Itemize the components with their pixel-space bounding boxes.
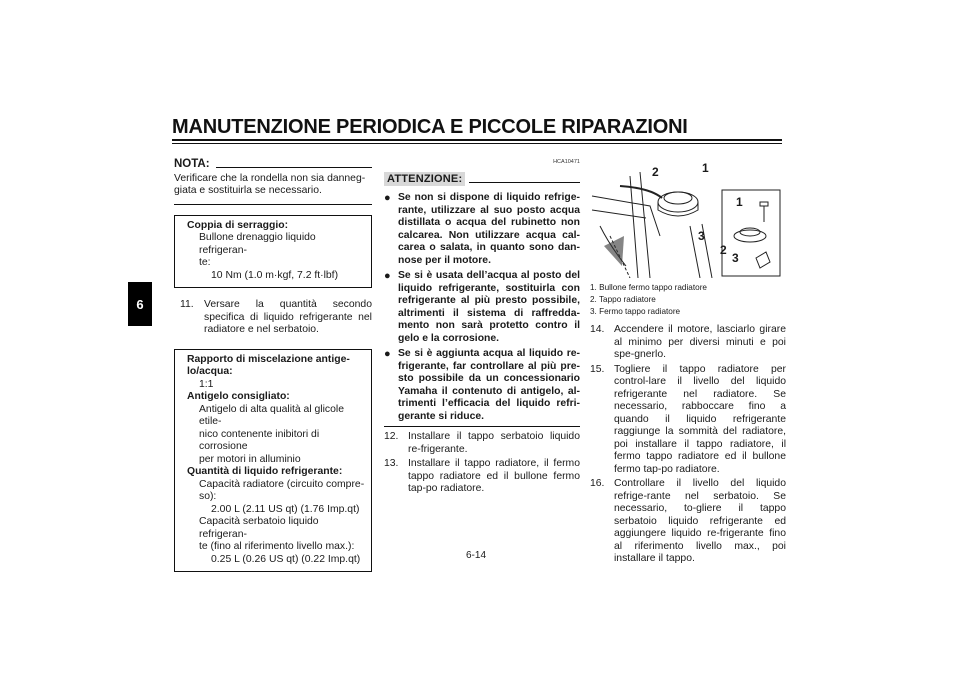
bullet-icon: ● bbox=[384, 348, 391, 360]
step-text: Togliere il tappo radiatore per control-lare il livello del liquido refrigerante nel radiatore. Se necessario, rabboccare fino a quando il liquido refrigerante raggiunge la sommità del radiatore, poi installare il tappo radiatore, il fermo tappo radiatore ed il bullone fermo tap-po radiatore. bbox=[614, 363, 786, 475]
column-left bbox=[174, 156, 372, 572]
torque-spec-box bbox=[174, 215, 372, 289]
mix-spec-box bbox=[174, 349, 372, 573]
column-middle bbox=[384, 156, 580, 496]
header-rule-thin bbox=[172, 143, 782, 144]
attention-label: ATTENZIONE: bbox=[384, 172, 465, 187]
quantity-label: Quantità di liquido refrigerante: bbox=[187, 466, 343, 477]
page-title: MANUTENZIONE PERIODICA E PICCOLE RIPARAZIONI bbox=[172, 116, 688, 138]
step-number: 13. bbox=[384, 458, 399, 469]
column-right bbox=[590, 161, 786, 566]
header-rule bbox=[172, 139, 782, 141]
tank-capacity-line: te (fino al riferimento livello max.): bbox=[199, 541, 355, 552]
step-text: Installare il tappo serbatoio liquido re-frigerante. bbox=[408, 431, 580, 455]
antifreeze-line: Antigelo di alta qualità al glicole etile- bbox=[199, 403, 344, 427]
torque-line: te: bbox=[199, 257, 211, 268]
figure-label: 1 bbox=[736, 195, 743, 209]
attention-end-rule bbox=[384, 426, 580, 427]
steps-right bbox=[590, 324, 786, 566]
step-number: 15. bbox=[590, 363, 605, 375]
figure-caption: 3. Fermo tappo radiatore bbox=[590, 307, 681, 316]
tank-capacity-line: Capacità serbatoio liquido refrigeran- bbox=[199, 516, 319, 540]
torque-label: Coppia di serraggio: bbox=[187, 219, 289, 231]
antifreeze-label: Antigelo consigliato: bbox=[187, 391, 290, 402]
attention-heading bbox=[384, 172, 580, 187]
attention-item bbox=[384, 192, 580, 267]
step-12 bbox=[384, 431, 580, 456]
note-line: giata e sostituirla se necessario. bbox=[174, 185, 322, 196]
step-text: Controllare il livello del liquido refrige-rante nel serbatoio. Se necessario, to-gliere il tappo serbatoio liquido refrigerante ed aggiungere liquido re-frigerante fino al riferimento livello max., poi installare il tappo. bbox=[614, 478, 786, 564]
note-rule bbox=[216, 167, 372, 168]
step-number: 14. bbox=[590, 324, 605, 335]
attention-item bbox=[384, 270, 580, 345]
attention-list bbox=[384, 192, 580, 423]
radiator-capacity-line: Capacità radiatore (circuito compre- bbox=[199, 478, 365, 490]
radiator-capacity-line: so): bbox=[199, 491, 217, 502]
antifreeze-line: per motori in alluminio bbox=[199, 453, 301, 465]
step-11 bbox=[174, 299, 372, 337]
step-15 bbox=[590, 364, 786, 477]
figure-label: 1 bbox=[702, 161, 709, 175]
bullet-icon: ● bbox=[384, 192, 391, 204]
attention-text: Se si è aggiunta acqua al liquido re-frigerante, far controllare al più pre-sto possibile da un concessionario Yamaha il contenuto di antigelo, al-trimenti l’efficacia del liquido refri-gerante si riduce. bbox=[398, 348, 580, 422]
figure-label: 3 bbox=[732, 251, 739, 265]
antifreeze-line: nico contenente inibitori di corrosione bbox=[199, 428, 320, 452]
step-text: Installare il tappo radiatore, il fermo tappo radiatore ed il bullone fermo tap-po radiatore. bbox=[408, 458, 580, 494]
radiator-cap-illustration bbox=[590, 161, 786, 278]
radiator-illustration bbox=[590, 166, 786, 278]
ratio-label: lo/acqua: bbox=[187, 366, 233, 377]
ratio-value: 1:1 bbox=[199, 378, 214, 390]
attention-text: Se non si dispone di liquido refrige-rante, utilizzare al suo posto acqua distillata o acqua del rubinetto non calcarea. Non utilizzare acqua cal-carea o salata, in quanto sono dan-nose per il motore. bbox=[398, 192, 580, 266]
figure-label: 3 bbox=[698, 229, 705, 243]
note-label: NOTA: bbox=[174, 158, 210, 170]
figure-caption: 2. Tappo radiatore bbox=[590, 295, 656, 304]
note-heading bbox=[174, 158, 372, 171]
bullet-icon: ● bbox=[384, 270, 391, 282]
step-number: 11. bbox=[180, 299, 194, 310]
radiator-capacity-value: 2.00 L (2.11 US qt) (1.76 Imp.qt) bbox=[211, 503, 360, 515]
figure-caption: 1. Bullone fermo tappo radiatore bbox=[590, 283, 707, 292]
chapter-tab: 6 bbox=[128, 282, 152, 326]
torque-value: 10 Nm (1.0 m·kgf, 7.2 ft·lbf) bbox=[211, 269, 339, 281]
step-13 bbox=[384, 458, 580, 496]
ratio-label: Rapporto di miscelazione antige- bbox=[187, 353, 350, 365]
step-number: 12. bbox=[384, 431, 399, 442]
step-14 bbox=[590, 324, 786, 362]
attention-text: Se si è usata dell’acqua al posto del liquido refrigerante, sostituirla con refrigerante al più presto possibile, altrimenti il sistema di raffredda-mento non sarà protetto contro il gelo e la corrosione. bbox=[398, 270, 580, 344]
page-number: 6-14 bbox=[466, 550, 487, 561]
figure-label: 2 bbox=[720, 243, 727, 257]
tank-capacity-value: 0.25 L (0.26 US qt) (0.22 Imp.qt) bbox=[211, 553, 361, 565]
torque-line: Bullone drenaggio liquido refrigeran- bbox=[199, 232, 316, 256]
attention-rule bbox=[469, 182, 580, 183]
document-code: HCA10471 bbox=[553, 159, 580, 165]
note-end-rule bbox=[174, 204, 372, 205]
attention-item bbox=[384, 348, 580, 423]
step-text: Accendere il motore, lasciarlo girare al minimo per diversi minuti e poi spe-gnerlo. bbox=[614, 324, 786, 360]
note-line: Verificare che la rondella non sia danneg- bbox=[174, 172, 366, 184]
note-text bbox=[174, 173, 372, 198]
figure-captions bbox=[590, 282, 786, 318]
figure-label: 2 bbox=[652, 165, 659, 179]
step-16 bbox=[590, 478, 786, 566]
step-text: Versare la quantità secondo specifica di liquido refrigerante nel radiatore e nel serbatoio. bbox=[204, 299, 372, 335]
step-number: 16. bbox=[590, 478, 605, 489]
